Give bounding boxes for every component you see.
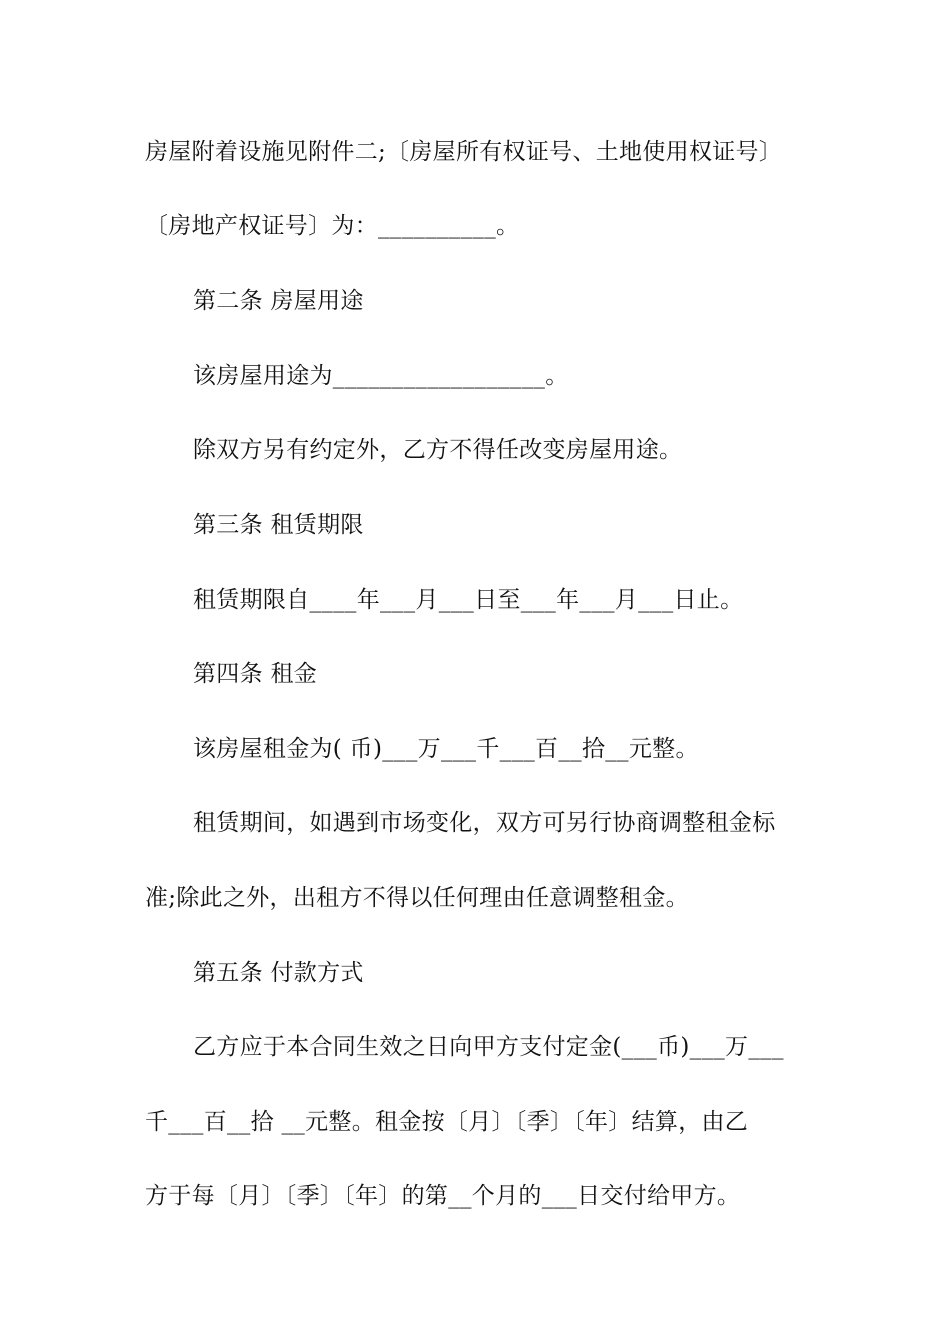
paragraph-line: 乙方应于本合同生效之日向甲方支付定金(___币)___万___ xyxy=(193,1034,784,1060)
paragraph-line: 千___百__拾 __元整。租金按〔月〕〔季〕〔年〕结算，由乙 xyxy=(145,1109,749,1135)
article-heading-2: 第二条 房屋用途 xyxy=(193,288,364,314)
paragraph-line: 该房屋用途为__________________。 xyxy=(193,363,569,389)
paragraph-line: 租赁期限自____年___月___日至___年___月___日止。 xyxy=(193,587,744,613)
article-heading-4: 第四条 租金 xyxy=(193,661,318,687)
paragraph-line: 租赁期间，如遇到市场变化，双方可另行协商调整租金标 xyxy=(193,810,776,836)
paragraph-line: 除双方另有约定外，乙方不得任改变房屋用途。 xyxy=(193,437,683,463)
article-heading-5: 第五条 付款方式 xyxy=(193,960,364,986)
paragraph-line: 该房屋租金为( 币)___万___千___百__拾__元整。 xyxy=(193,736,699,762)
paragraph-line: 房屋附着设施见附件二;〔房屋所有权证号、土地使用权证号〕 xyxy=(145,139,783,165)
paragraph-line: 〔房地产权证号〕为：__________。 xyxy=(145,213,520,239)
paragraph-line: 准;除此之外，出租方不得以任何理由任意调整租金。 xyxy=(145,885,689,911)
paragraph-line: 方于每〔月〕〔季〕〔年〕的第__个月的___日交付给甲方。 xyxy=(145,1183,741,1209)
article-heading-3: 第三条 租赁期限 xyxy=(193,512,364,538)
